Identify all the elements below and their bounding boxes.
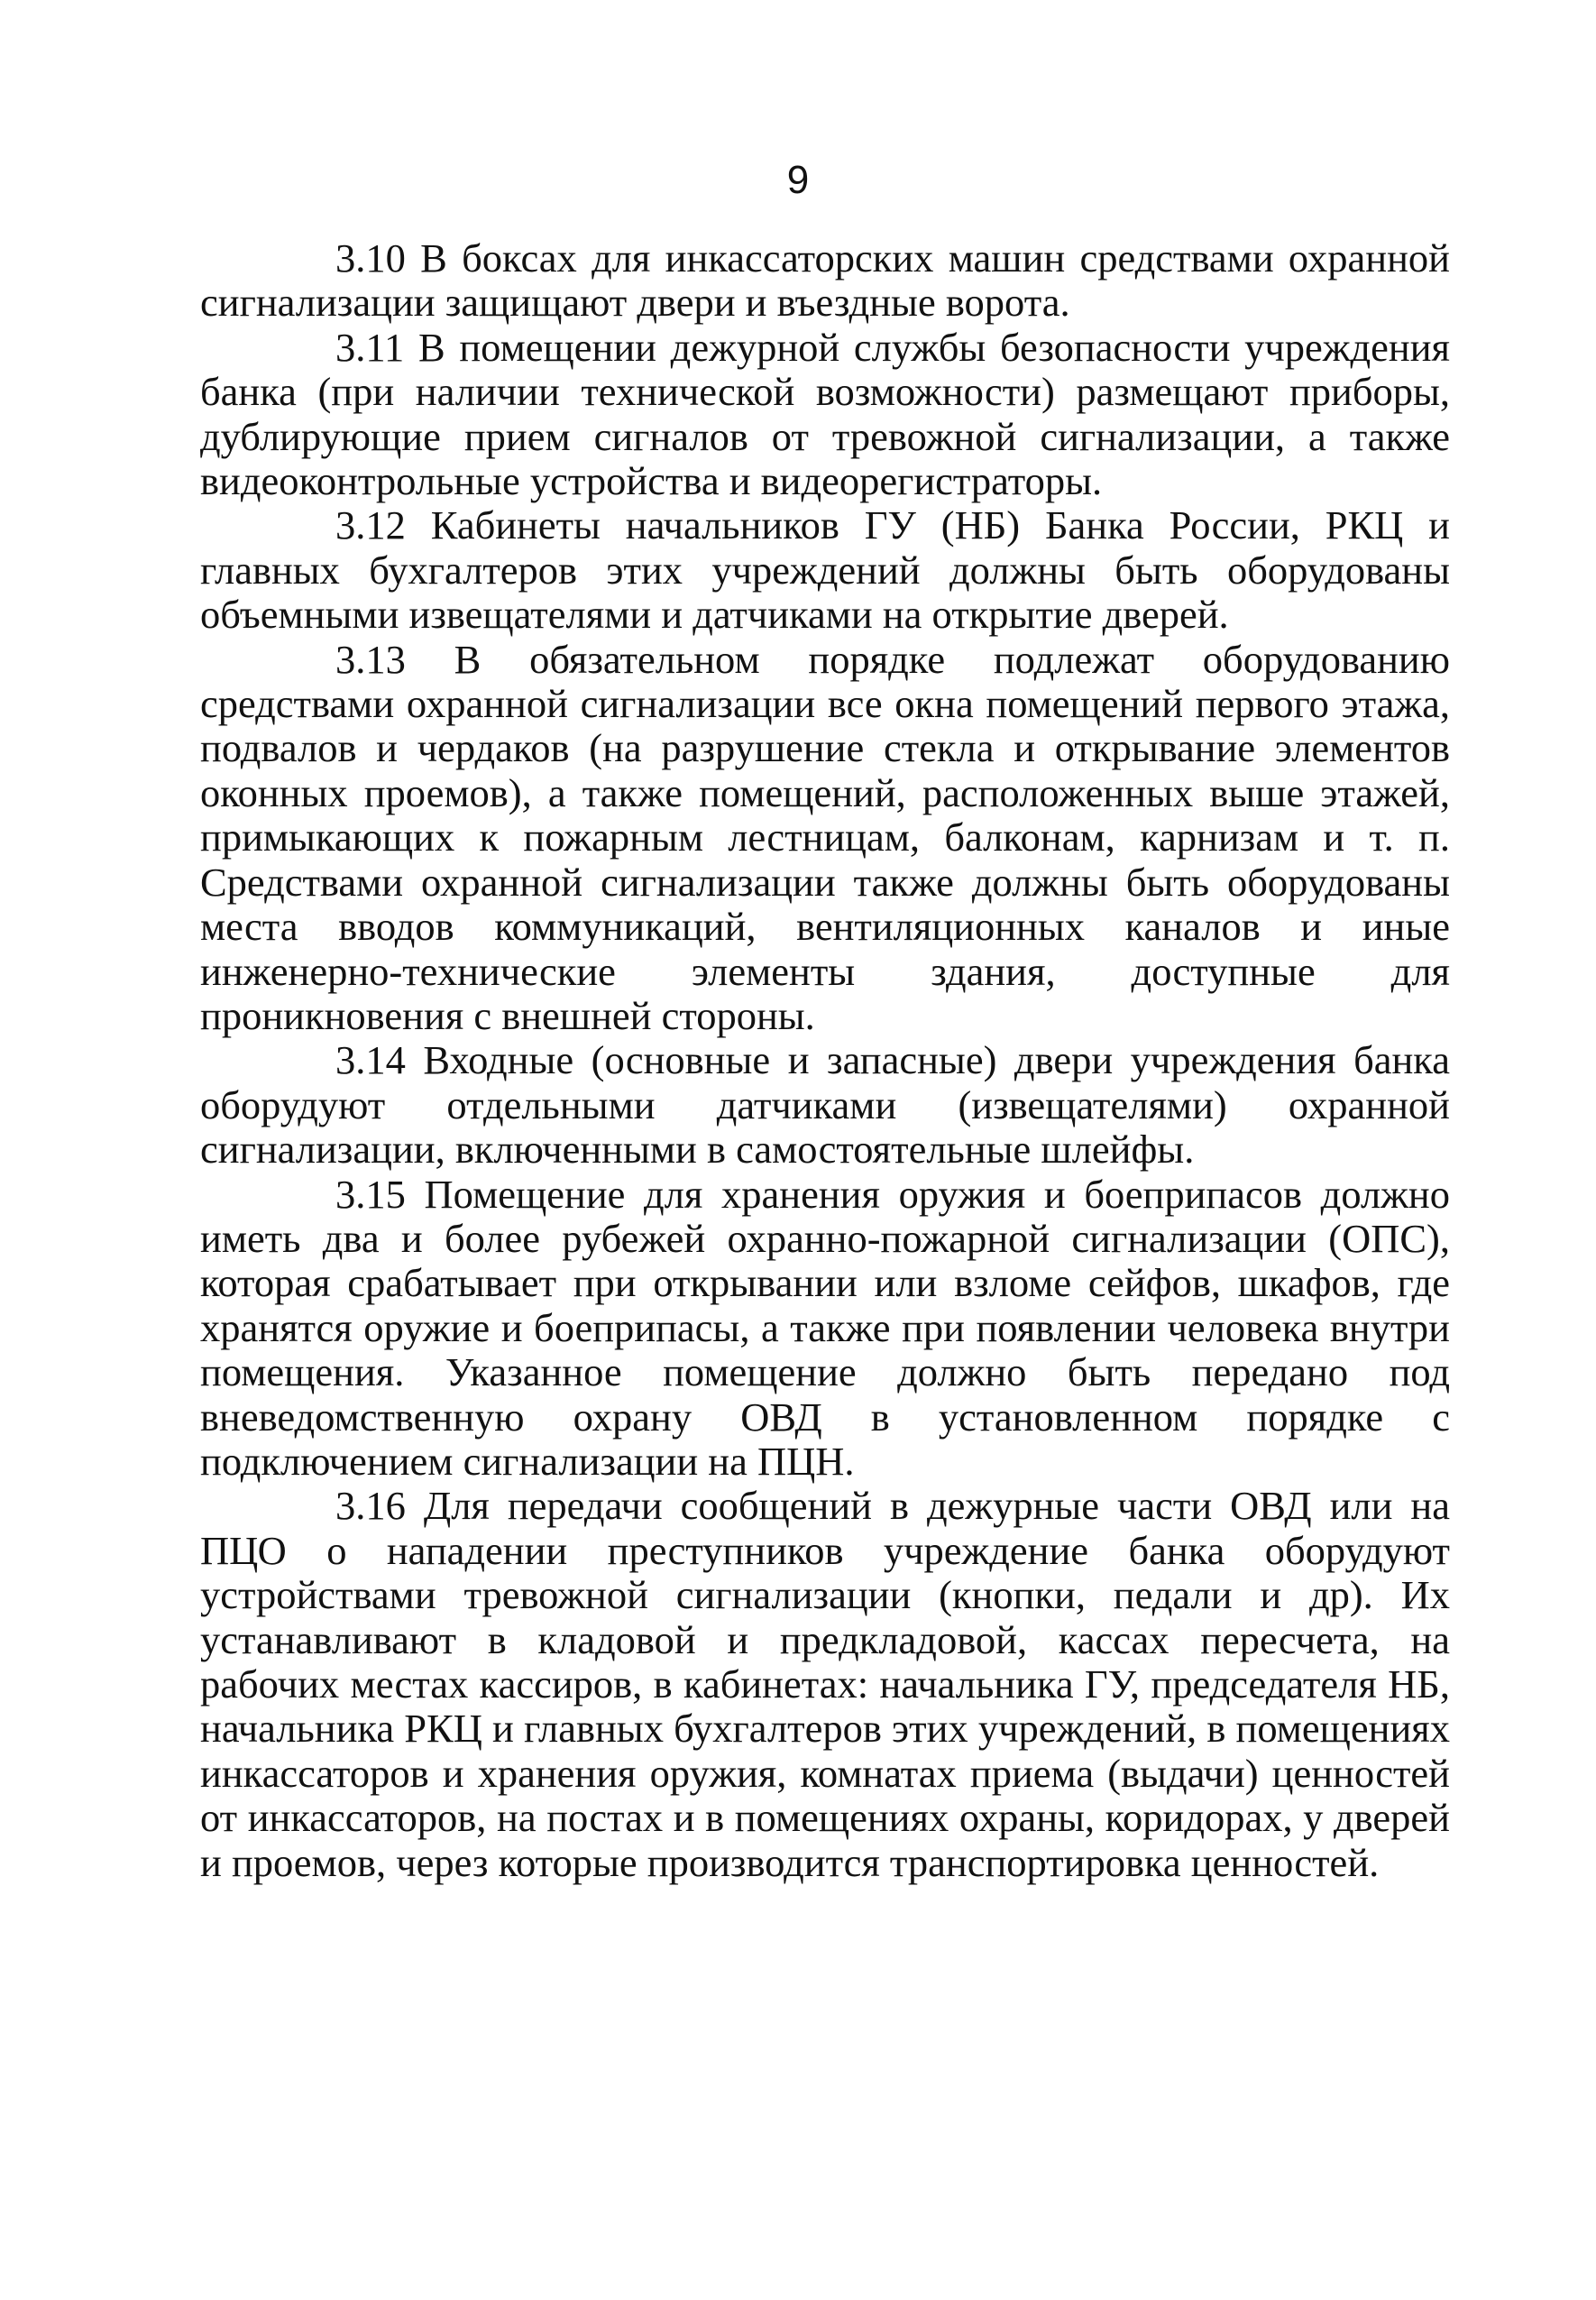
paragraph-3-16: 3.16 Для передачи сообщений в дежурные части ОВД или на ПЦО о нападении преступников учреждение банка оборудуют устройствами тревожной сигнализации (кнопки, педали и др). Их устанавливают в кладовой и предкладовой, кассах пересчета, на рабочих местах кассиров, в кабинетах: начальника ГУ, председателя НБ, начальника РКЦ и главных бухгалтеров этих учреждений, в помещениях инкассаторов и хранения оружия, комнатах приема (выдачи) ценностей от инкассаторов, на постах и в помещениях охраны, коридорах, у дверей и проемов, через которые производится транспортировка ценностей.: [200, 1483, 1450, 1885]
paragraph-3-15: 3.15 Помещение для хранения оружия и боеприпасов должно иметь два и более рубежей охранно-пожарной сигнализации (ОПС), которая срабатывает при открывании или взломе сейфов, шкафов, где хранятся оружие и боеприпасы, а также при появлении человека внутри помещения. Указанное помещение должно быть передано под вневедомственную охрану ОВД в установленном порядке с подключением сигнализации на ПЦН.: [200, 1171, 1450, 1484]
page-number: 9: [786, 158, 810, 202]
paragraph-3-10: 3.10 В боксах для инкассаторских машин средствами охранной сигнализации защищают двери и въездные ворота.: [200, 235, 1450, 326]
document-body: [200, 236, 1450, 1885]
paragraph-3-12: 3.12 Кабинеты начальников ГУ (НБ) Банка России, РКЦ и главных бухгалтеров этих учреждений должны быть оборудованы объемными извещателями и датчиками на открытие дверей.: [200, 502, 1450, 638]
paragraph-3-13: 3.13 В обязательном порядке подлежат оборудованию средствами охранной сигнализации все окна помещений первого этажа, подвалов и чердаков (на разрушение стекла и открывание элементов оконных проемов), а также помещений, расположенных выше этажей, примыкающих к пожарным лестницам, балконам, карнизам и т. п. Средствами охранной сигнализации также должны быть оборудованы места вводов коммуникаций, вентиляционных каналов и иные инженерно-технические элементы здания, доступные для проникновения с внешней стороны.: [200, 636, 1450, 1038]
paragraph-3-11: 3.11 В помещении дежурной службы безопасности учреждения банка (при наличии технической возможности) размещают приборы, дублирующие прием сигналов от тревожной сигнализации, а также видеоконтрольные устройства и видеорегистраторы.: [200, 324, 1450, 504]
paragraph-3-14: 3.14 Входные (основные и запасные) двери учреждения банка оборудуют отдельными датчиками (извещателями) охранной сигнализации, включенными в самостоятельные шлейфы.: [200, 1037, 1450, 1173]
